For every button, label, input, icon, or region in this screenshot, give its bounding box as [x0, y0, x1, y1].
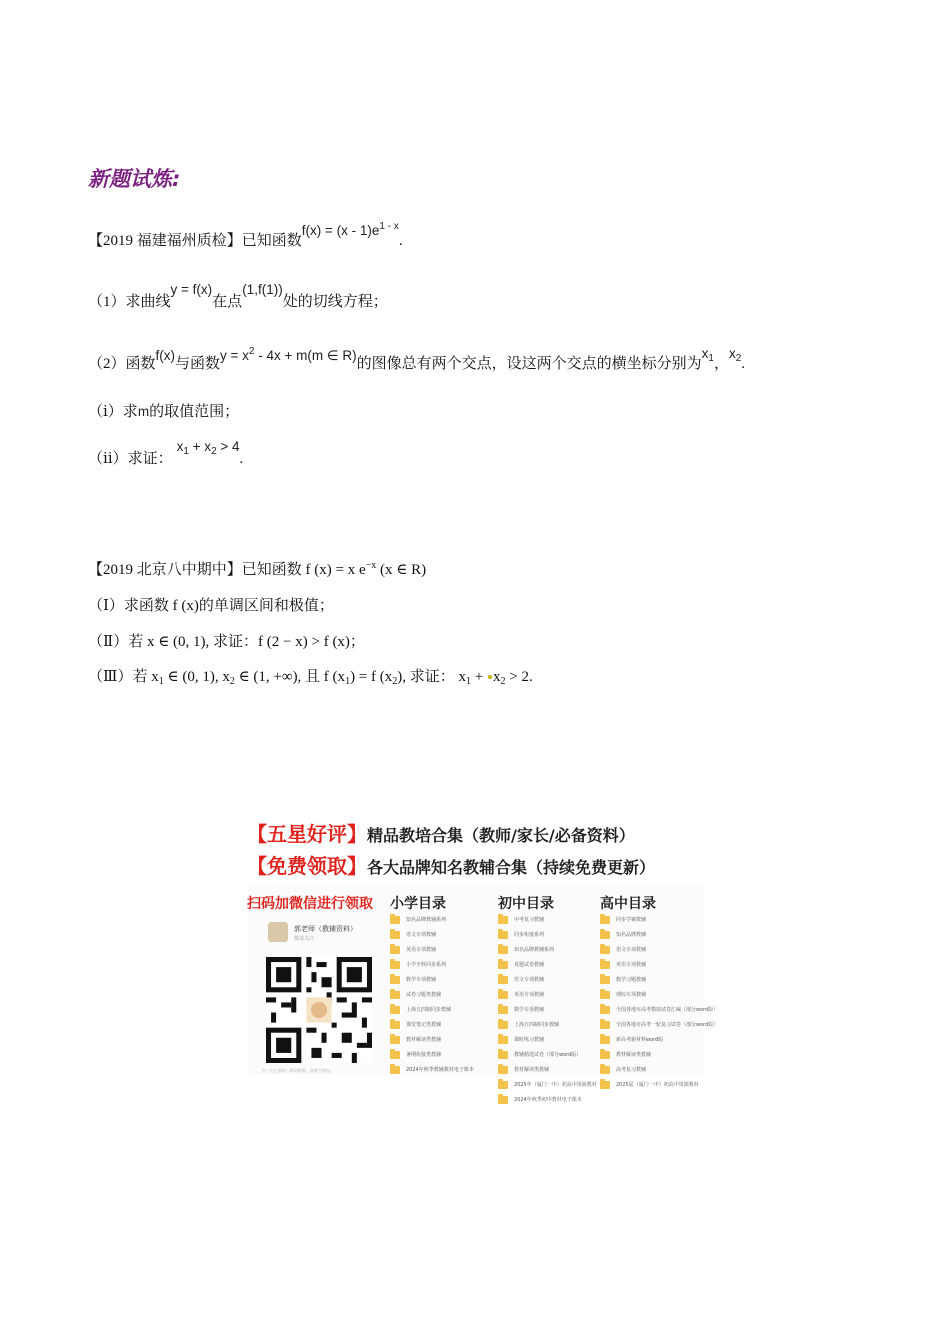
- folder-icon: [390, 946, 400, 954]
- folder-item[interactable]: [600, 1017, 718, 1032]
- problem1-qi: （ⅰ）求m的取值范围；: [88, 404, 240, 420]
- folder-label: 新高考新材料word版: [616, 1037, 664, 1043]
- folder-item[interactable]: [390, 972, 474, 987]
- folder-item[interactable]: [600, 942, 718, 957]
- folder-icon: [600, 931, 610, 939]
- folder-label: 知名品牌教辅: [616, 932, 647, 938]
- qr-caption: 扫一扫上面的二维码图案，加我为朋友。: [262, 1068, 334, 1073]
- folder-item[interactable]: [390, 1062, 474, 1077]
- middle-catalog-title: 初中目录: [498, 896, 554, 912]
- folder-item[interactable]: [498, 1062, 597, 1077]
- folder-item[interactable]: [498, 1017, 597, 1032]
- math-x1: $x_1$: [701, 346, 714, 364]
- folder-label: 数学专项教辅: [406, 977, 437, 983]
- folder-icon: [600, 1081, 610, 1089]
- folder-item[interactable]: [498, 927, 597, 942]
- folder-label: 教材解读类教辅: [514, 1067, 550, 1073]
- folder-icon: [390, 1006, 400, 1014]
- folder-label: 数学专项教辅: [514, 1007, 545, 1013]
- folder-item[interactable]: [390, 1017, 474, 1032]
- high-catalog-title: 高中目录: [600, 896, 656, 912]
- folder-item[interactable]: [390, 1047, 474, 1062]
- folder-label: 暑期衔接类教辅: [406, 1052, 442, 1058]
- folder-label: 知名品牌教辅系列: [514, 947, 555, 953]
- folder-icon: [498, 991, 508, 999]
- folder-label: 2024年秋季教辅教材电子课本: [406, 1067, 474, 1073]
- folder-label: 全国各地市高考模拟试卷汇编（部分word版）: [616, 1007, 719, 1013]
- scan-label: 扫码加微信进行领取: [247, 896, 373, 912]
- folder-label: 理综专项教辅: [616, 992, 647, 998]
- folder-icon: [390, 961, 400, 969]
- folder-icon: [600, 991, 610, 999]
- folder-label: 教材解读类教辅: [406, 1037, 442, 1043]
- folder-icon: [498, 1066, 508, 1074]
- folder-label: 2024年秋季初中教材电子课本: [514, 1097, 582, 1103]
- problem1-q1: （1）求曲线y = f(x)在点(1,f(1))处的切线方程；: [88, 282, 388, 310]
- folder-icon: [498, 976, 508, 984]
- folder-label: 课时练习教辅: [514, 1037, 545, 1043]
- problem1-qii: （ⅱ）求证：$x_1 + x_2 > 4$.: [88, 439, 244, 467]
- math-m: m: [137, 404, 150, 419]
- folder-item[interactable]: [390, 987, 474, 1002]
- problem1-intro: 【2019 福建福州质检】已知函数$f(x) = (x - 1)e^{1 - x}$.: [88, 221, 403, 249]
- folder-item[interactable]: [498, 1092, 597, 1107]
- folder-icon: [390, 1021, 400, 1029]
- folder-icon: [498, 961, 508, 969]
- problem2-part2: （Ⅱ）若 x ∈ (0, 1), 求证：f (2 − x) > f (x)；: [88, 634, 365, 650]
- folder-label: 语文专项教辅: [514, 977, 545, 983]
- folder-icon: [390, 1036, 400, 1044]
- folder-item[interactable]: [498, 987, 597, 1002]
- folder-label: 试卷习题类教辅: [406, 992, 442, 998]
- promo-line1: 【五星好评】精品教培合集（教师/家长/必备资料）: [247, 822, 635, 846]
- problem1-q2: （2）函数f(x)与函数$y = x^2 - 4x + m(m$ ∈ R)的图像总有两个交点，设这两个交点的横坐标分别为$x_1$，$x_2$.: [88, 346, 746, 372]
- folder-item[interactable]: [390, 1002, 474, 1017]
- folder-label: 英语专项教辅: [514, 992, 545, 998]
- folder-label: 同步衔接系列: [514, 932, 545, 938]
- folder-icon: [600, 1021, 610, 1029]
- folder-label: 英语专项教辅: [616, 962, 647, 968]
- folder-icon: [498, 916, 508, 924]
- folder-item[interactable]: [498, 957, 597, 972]
- folder-icon: [390, 931, 400, 939]
- folder-icon: [498, 1096, 508, 1104]
- folder-item[interactable]: [390, 927, 474, 942]
- folder-item[interactable]: [600, 912, 718, 927]
- folder-label: 知名品牌教辅系列: [406, 917, 447, 923]
- teacher-subtitle: 敬请关注: [294, 936, 315, 942]
- marker-dot: [488, 675, 492, 679]
- folder-label: 真题试卷教辅: [514, 962, 545, 968]
- folder-icon: [600, 1036, 610, 1044]
- folder-icon: [498, 1036, 508, 1044]
- folder-item[interactable]: [390, 957, 474, 972]
- math-x2: $x_2$: [728, 346, 742, 364]
- math-function: $f(x) = (x - 1)e^{1 - x}$: [301, 221, 399, 238]
- folder-label: 英语专项教辅: [406, 947, 437, 953]
- folder-icon: [498, 1081, 508, 1089]
- math-g: $y = x^2 - 4x + m(m$ ∈ R): [220, 346, 357, 363]
- folder-item[interactable]: [390, 942, 474, 957]
- folder-icon: [498, 1051, 508, 1059]
- avatar: [268, 922, 288, 942]
- folder-icon: [390, 991, 400, 999]
- folder-item[interactable]: [498, 1047, 597, 1062]
- folder-icon: [498, 931, 508, 939]
- folder-label: 中考复习教辅: [514, 917, 545, 923]
- problem2-part1: （Ⅰ）求函数 f (x)的单调区间和极值；: [88, 598, 334, 614]
- folder-icon: [498, 1021, 508, 1029]
- primary-catalog-title: 小学目录: [390, 896, 446, 912]
- qr-code-icon[interactable]: [266, 957, 372, 1063]
- folder-item[interactable]: [390, 912, 474, 927]
- folder-item[interactable]: [600, 1002, 718, 1017]
- problem2-intro: 【2019 北京八中期中】已知函数 f (x) = x $e^{-x}$ (x ∈ R): [88, 560, 427, 578]
- folder-icon: [390, 976, 400, 984]
- folder-item[interactable]: [600, 1032, 718, 1047]
- teacher-name: 郭老师（教辅资料）: [294, 925, 357, 933]
- folder-item[interactable]: [390, 1032, 474, 1047]
- folder-label: 2025年（厦门一中）初高中资源教材: [514, 1082, 597, 1088]
- folder-label: 语文专项教辅: [406, 932, 437, 938]
- folder-label: 课堂笔记类教辅: [406, 1022, 442, 1028]
- folder-label: 数学习题教辅: [616, 977, 647, 983]
- folder-item[interactable]: [600, 972, 718, 987]
- folder-label: 教辅精选试卷（部分word版）: [514, 1052, 582, 1058]
- folder-item[interactable]: [600, 1047, 718, 1062]
- folder-item[interactable]: [498, 912, 597, 927]
- folder-icon: [390, 916, 400, 924]
- folder-label: 高考复习教辅: [616, 1067, 647, 1073]
- middle-catalog: [498, 912, 597, 1107]
- folder-label: 上海五四制同步教辅: [406, 1007, 452, 1013]
- promo-line2: 【免费领取】各大品牌知名教辅合集（持续免费更新）: [247, 854, 656, 878]
- folder-icon: [498, 1006, 508, 1014]
- folder-icon: [600, 976, 610, 984]
- folder-label: 教材解读类教辅: [616, 1052, 652, 1058]
- folder-item[interactable]: [600, 1077, 718, 1092]
- folder-item[interactable]: [600, 927, 718, 942]
- folder-label: 全国各地市高考一轮复习试卷（部分word版）: [616, 1022, 719, 1028]
- folder-item[interactable]: [498, 972, 597, 987]
- folder-label: 同步学案教辅: [616, 917, 647, 923]
- folder-icon: [390, 1051, 400, 1059]
- math-point: (1,f(1)): [242, 282, 283, 297]
- folder-icon: [600, 1051, 610, 1059]
- math-f: f(x): [155, 348, 176, 363]
- problem2-part3: （Ⅲ）若 $x_1$ ∈ (0, 1), $x_2$ ∈ (1, +∞), 且 f $(x_1) = f$ $(x_2)$, 求证： $x_1 + x_2 > 2$.: [88, 669, 533, 687]
- folder-label: 上海五四制同步教辅: [514, 1022, 560, 1028]
- math-curve: y = f(x): [170, 282, 213, 297]
- section-heading: 新题试炼:: [88, 167, 181, 191]
- folder-icon: [600, 946, 610, 954]
- folder-icon: [390, 1066, 400, 1074]
- folder-item[interactable]: [600, 987, 718, 1002]
- folder-item[interactable]: [498, 1002, 597, 1017]
- folder-item[interactable]: [498, 942, 597, 957]
- folder-icon: [600, 961, 610, 969]
- math-inequality: $x_1 + x_2 > 4$: [176, 439, 240, 457]
- folder-label: 2025届（厦门一中）初高中资源教材: [616, 1082, 699, 1088]
- folder-item[interactable]: [600, 957, 718, 972]
- high-catalog: [600, 912, 718, 1092]
- folder-icon: [600, 1066, 610, 1074]
- folder-label: 语文专项教辅: [616, 947, 647, 953]
- folder-icon: [600, 1006, 610, 1014]
- folder-item[interactable]: [600, 1062, 718, 1077]
- primary-catalog: [390, 912, 474, 1077]
- folder-icon: [498, 946, 508, 954]
- folder-icon: [600, 916, 610, 924]
- folder-item[interactable]: [498, 1077, 597, 1092]
- folder-item[interactable]: [498, 1032, 597, 1047]
- folder-label: 小学全科同步系列: [406, 962, 447, 968]
